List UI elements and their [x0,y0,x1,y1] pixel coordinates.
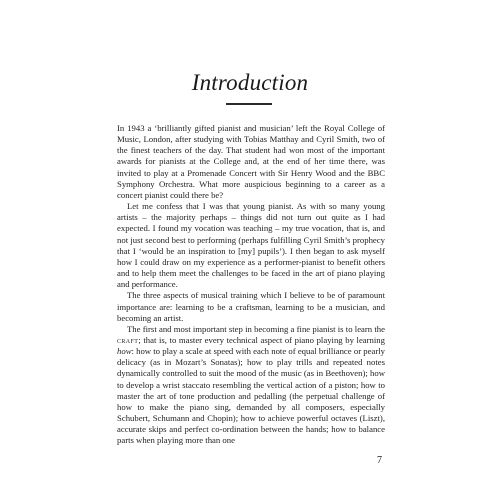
paragraph-4 [117,324,385,447]
paragraph-3: The three aspects of musical training which I believe to be of paramount importance are: learning to be a craftsman, learning to be a musician, and becoming an artist. [117,290,385,323]
paragraph-2: Let me confess that I was that young pianist. As with so many young artists – the majority perhaps – things did not turn out quite as I had expected. I found my vocation was teaching – my true vocation, that is, and not just second best to performing (perhaps fulfilling Cyril Smith’s prophecy that I ‘would be an inspiration to [my] pupils’). I then began to ask myself how I could draw on my experience as a performer-pianist to benefit others and to help them meet the challenges to be faced in the art of piano playing and performance. [117,201,385,290]
title-underline-rule [226,103,272,105]
page-number: 7 [377,455,382,466]
paragraph-4-text-c: : how to play a scale at speed with each note of equal brilliance or pearly delicacy (as in Mozart’s Sonatas); how to play trills and repeated notes dynamically controlled to suit the mood of the music (as in Beethoven); how to develop a wrist staccato resembling the vertical action of a piston; how to master the art of tone production and pedalling (the perpetual challenge of how to make the piano sing, demanded by all composers, especially Schubert, Schumann and Chopin); how to achieve powerful octaves (Liszt), accurate skips and perfect co-ordination between the hands; how to balance parts when playing more than one [117,346,385,446]
paragraph-4-text-b: ; that is, to master every technical aspect of piano playing by learning [138,334,385,345]
how-emphasis: how [117,346,132,357]
paragraph-1: In 1943 a ‘brilliantly gifted pianist and musician’ left the Royal College of Music, London, after studying with Tobias Matthay and Cyril Smith, two of the finest teachers of the day. That student had won most of the important awards for pianists at the College and, at the end of her time there, was invited to play at a Promenade Concert with Sir Henry Wood and the BBC Symphony Orchestra. What more auspicious beginning to a career as a concert pianist could there be? [117,123,385,200]
chapter-title: Introduction [191,70,309,95]
body-text [117,123,385,447]
craft-emphasis: craft [117,334,139,345]
paragraph-4-text-a: The first and most important step in becoming a fine pianist is to learn the [127,323,385,334]
